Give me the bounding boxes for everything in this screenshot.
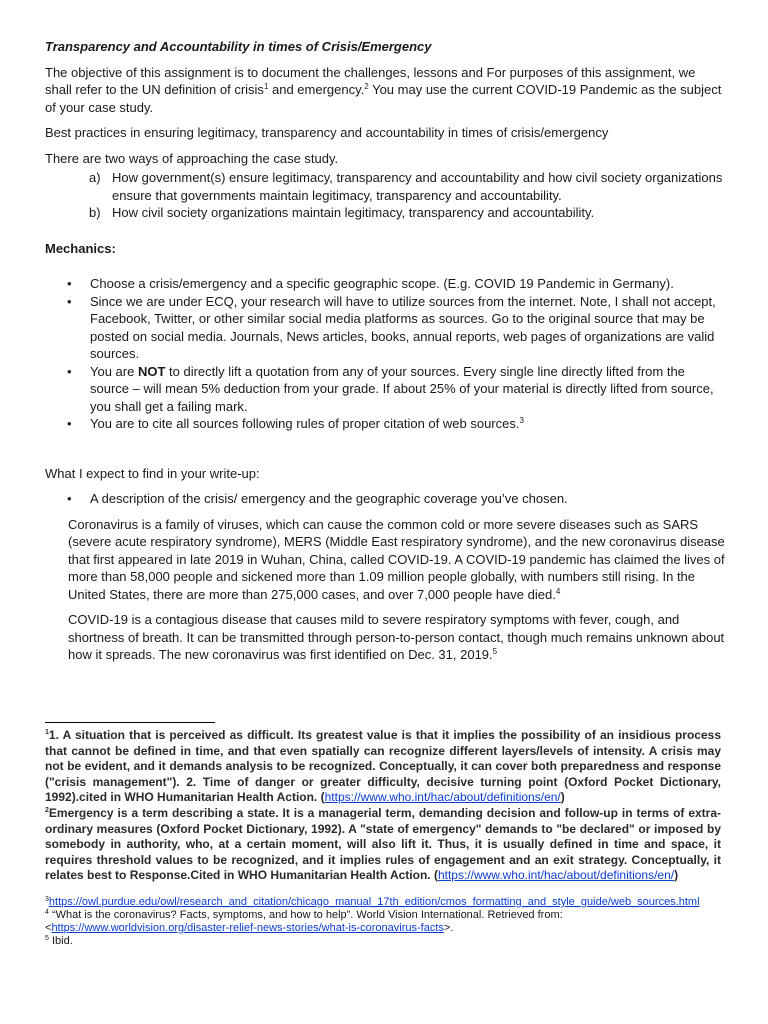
footnote-separator bbox=[45, 722, 215, 723]
paragraph-text: COVID-19 is a contagious disease that causes mild to severe respiratory symptoms with fever, cough, and shortness of breath. It can be transmitted through person-to-person contact, though much remains unknown about how it spreads. The new coronavirus was first identified on Dec. 31, 2019. bbox=[68, 612, 725, 662]
footnote-4 bbox=[45, 909, 721, 935]
footnote-1 bbox=[45, 728, 721, 806]
mechanics-list bbox=[45, 275, 725, 433]
footnote-text: Ibid. bbox=[48, 934, 73, 947]
two-ways-line: There are two ways of approaching the case study. bbox=[45, 150, 339, 166]
footnote-link[interactable]: https://www.worldvision.org/disaster-relief-news-stories/what-is-coronavirus-facts bbox=[51, 921, 444, 934]
expect-heading: What I expect to find in your write-up: bbox=[45, 465, 260, 481]
footnote-ref-1[interactable]: 1 bbox=[263, 82, 269, 91]
footnote-link[interactable]: https://www.who.int/hac/about/definitions/en/ bbox=[437, 868, 675, 883]
footnote-number: 5 bbox=[45, 934, 49, 942]
list-item bbox=[45, 363, 725, 416]
footnote-ref-3[interactable]: 3 bbox=[519, 416, 524, 425]
list-item: • Choose a crisis/emergency and a specific geographic scope. (E.g. COVID 19 Pandemic in Germany). bbox=[45, 275, 725, 293]
footnote-ref-4[interactable]: 4 bbox=[555, 586, 561, 596]
list-item bbox=[45, 169, 725, 204]
footnote-text: >. bbox=[443, 921, 454, 934]
list-item-text: You are bbox=[90, 363, 138, 379]
expect-list bbox=[45, 490, 725, 508]
footnote-text: < bbox=[45, 921, 52, 934]
covid-paragraph bbox=[45, 611, 725, 664]
list-item-text: You are to cite all sources following rules of proper citation of web sources. bbox=[90, 416, 520, 431]
coronavirus-paragraph bbox=[45, 516, 725, 604]
intro-text-2: and emergency. bbox=[268, 82, 365, 97]
footnote-text: Emergency is a term describing a state. It is a managerial term, demanding decision and follow-up in terms of extra-ordinary measures (Oxford Pocket Dictionary, 1992). A "state of emergency" demands to "be declared" or imposed by somebody in authority, who, at a certain moment, will also lift it. Thus, it is usually defined in time and space, it requires threshold values to be recognized, and it implies rules of engagement and an exit strategy. Conceptually, it relates best to Response.Cited in WHO Humanitarian Health Action. ( bbox=[45, 805, 721, 883]
footnote-number: 1 bbox=[45, 729, 49, 736]
footnote-text: ) bbox=[560, 790, 565, 805]
emphasis-not: NOT bbox=[137, 363, 166, 379]
footnotes bbox=[45, 728, 721, 948]
footnote-text: ) bbox=[674, 868, 679, 883]
document-title: Transparency and Accountability in times of Crisis/Emergency bbox=[45, 39, 432, 54]
footnote-3 bbox=[45, 896, 721, 909]
list-item-text: How civil society organizations maintain legitimacy, transparency and accountability. bbox=[112, 205, 595, 220]
footnote-ref-5[interactable]: 5 bbox=[492, 647, 498, 656]
list-item-text: to directly lift a quotation from any of your sources. Every single line directly lifted from the source – will mean 5% deduction from your grade. If about 25% of your material is directly lifted from source, you shall get a failing mark. bbox=[90, 363, 714, 414]
list-item-text: How government(s) ensure legitimacy, transparency and accountability and how civil society organizations ensure that governments maintain legitimacy, transparency and accountability. bbox=[112, 170, 723, 203]
approach-list bbox=[45, 169, 725, 222]
footnote-ref-2[interactable]: 2 bbox=[364, 82, 369, 91]
footnote-text: “What is the coronavirus? Facts, symptoms, and how to help”. World Vision International. Retrieved from: bbox=[48, 908, 563, 921]
list-marker: b) bbox=[89, 205, 101, 220]
footnote-text: 1. A situation that is perceived as difficult. Its greatest value is that it implies the possibility of an insidious process that cannot be defined in time, and that even spatially can recognize different layers/levels of intensity. A crisis may not be evident, and it demands analysis to be recognized. Conceptually, it can cover both preparedness and response ("crisis management"). 2. Time of danger or greater difficulty, decisive turning point (Oxford Pocket Dictionary, 1992).cited in WHO Humanitarian Health Action. ( bbox=[45, 728, 721, 805]
intro-paragraph bbox=[45, 64, 725, 117]
best-practices-line: Best practices in ensuring legitimacy, transparency and accountability in times of crisis/emergency bbox=[45, 125, 609, 140]
mechanics-heading: Mechanics: bbox=[45, 240, 116, 256]
list-item bbox=[45, 415, 725, 433]
footnote-2 bbox=[45, 806, 721, 884]
list-item bbox=[45, 204, 725, 222]
footnote-number: 2 bbox=[45, 806, 49, 814]
list-item: • Since we are under ECQ, your research will have to utilize sources from the internet. Note, I shall not accept, Facebook, Twitter, or other similar social media platforms as sources. Go to the original source that may be posted on social media. Journals, News articles, books, annual reports, web pages of organizations are valid sources. bbox=[45, 293, 725, 363]
footnote-link[interactable]: https://owl.purdue.edu/owl/research_and_citation/chicago_manual_17th_edition/cmos_formatting_and_style_guide/web_sources.html bbox=[48, 895, 700, 908]
document-body bbox=[45, 38, 725, 672]
intro-text-1: The objective of this assignment is to document the challenges, lessons and For purposes of this assignment, we shall refer to the UN definition of crisis bbox=[45, 64, 696, 97]
footnote-5 bbox=[45, 935, 721, 948]
list-marker: a) bbox=[89, 170, 101, 185]
footnote-number: 4 bbox=[45, 908, 49, 916]
intro-text-3: You may use the current COVID-19 Pandemic as the subject of your case study. bbox=[45, 82, 722, 115]
paragraph-text: Coronavirus is a family of viruses, which can cause the common cold or more severe diseases such as SARS (severe acute respiratory syndrome), MERS (Middle East respiratory syndrome), and the new coronavirus disease that first appeared in late 2019 in Wuhan, China, called COVID-19. A COVID-19 pandemic has claimed the lives of more than 58,000 people and sickened more than 1.09 million people globally, with numbers still rising. In the United States, there are more than 275,000 cases, and over 7,000 people have died. bbox=[68, 516, 725, 602]
list-item: • A description of the crisis/ emergency and the geographic coverage you’ve chosen. bbox=[45, 490, 725, 508]
footnote-number: 3 bbox=[45, 895, 49, 903]
footnote-link[interactable]: https://www.who.int/hac/about/definitions/en/ bbox=[324, 790, 561, 805]
